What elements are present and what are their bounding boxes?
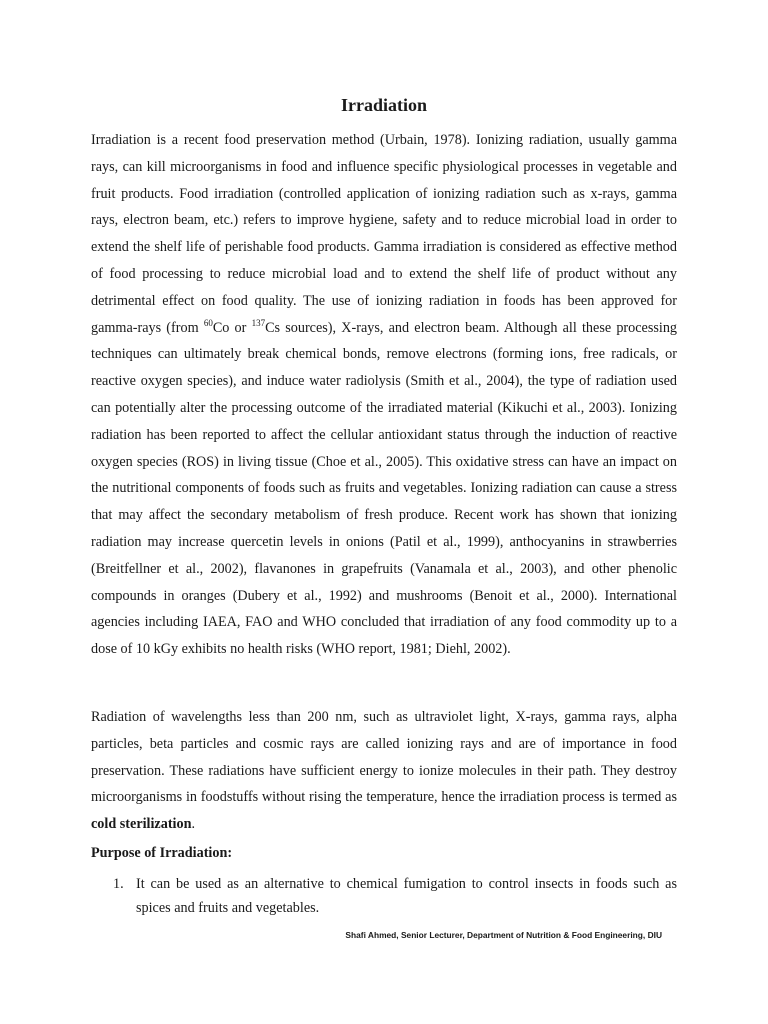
- page-footer: Shafi Ahmed, Senior Lecturer, Department of Nutrition & Food Engineering, DIU: [345, 930, 662, 940]
- superscript-cesium-isotope: 137: [251, 317, 266, 328]
- paragraph-irradiation-intro: [91, 127, 677, 663]
- paragraph-text: Radiation of wavelengths less than 200 nm, such as ultraviolet light, X-rays, gamma rays, alpha particles, beta particles and cosmic rays are called ionizing rays and are of importance in food preservation. These radiations have sufficient energy to ionize molecules in their path. They destroy microorganisms in foodstuffs without rising the temperature, hence the irradiation process is termed as: [91, 709, 677, 806]
- paragraph-text: Co or: [212, 319, 252, 336]
- purpose-list: [91, 872, 677, 920]
- list-item-text: It can be used as an alternative to chemical fumigation to control insects in foods such as spices and fruits and vegetables.: [136, 876, 677, 916]
- list-item-number: 1.: [113, 876, 124, 892]
- paragraph-ionizing-rays: [91, 704, 677, 838]
- paragraph-end: .: [191, 816, 196, 833]
- superscript-cobalt-isotope: 60: [203, 317, 213, 328]
- section-heading-purpose: Purpose of Irradiation:: [91, 845, 233, 861]
- list-item: [91, 872, 677, 920]
- bold-term-cold-sterilization: cold sterilization: [91, 816, 192, 833]
- paragraph-text: Cs sources), X-rays, and electron beam. Although all these processing techniques can ultimately break chemical bonds, remove electrons (forming ions, free radicals, or reactive oxygen species), and induce water radiolysis (Smith et al., 2004), the type of radiation used can potentially alter the processing outcome of the irradiated material (Kikuchi et al., 2003). Ionizing radiation has been reported to affect the cellular antioxidant status through the induction of reactive oxygen species (ROS) in living tissue (Choe et al., 2005). This oxidative stress can have an impact on the nutritional components of foods such as fruits and vegetables. Ionizing radiation can cause a stress that may affect the secondary metabolism of fresh produce. Recent work has shown that ionizing radiation may increase quercetin levels in onions (Patil et al., 1999), anthocyanins in strawberries (Breitfellner et al., 2002), flavanones in grapefruits (Vanamala et al., 2003), and other phenolic compounds in oranges (Dubery et al., 1992) and mushrooms (Benoit et al., 2000). International agencies including IAEA, FAO and WHO concluded that irradiation of any food commodity up to a dose of 10 kGy exhibits no health risks (WHO report, 1981; Diehl, 2002).: [91, 319, 677, 658]
- paragraph-text: Irradiation is a recent food preservation method (Urbain, 1978). Ionizing radiation, usually gamma rays, can kill microorganisms in food and influence specific physiological processes in vegetable and fruit products. Food irradiation (controlled application of ionizing radiation such as x-rays, gamma rays, electron beam, etc.) refers to improve hygiene, safety and to reduce microbial load in order to extend the shelf life of perishable food products. Gamma irradiation is considered as effective method of food processing to reduce microbial load and to extend the shelf life of product without any detrimental effect on food quality. The use of ionizing radiation in foods has been approved for gamma-rays (from: [91, 132, 677, 336]
- page-title: Irradiation: [340, 95, 427, 115]
